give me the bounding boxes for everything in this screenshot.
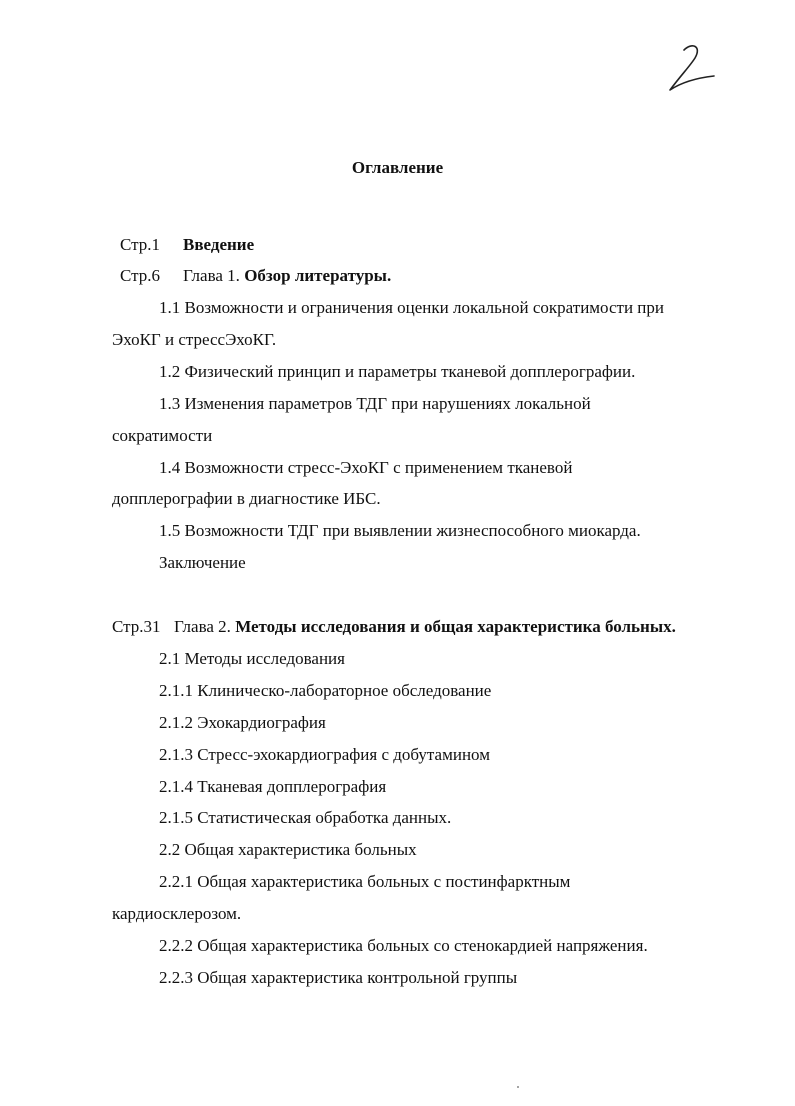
toc-item-2-2-1: 2.2.1 Общая характеристика больных с постинфарктным [159, 872, 571, 891]
toc-item-1-5: 1.5 Возможности ТДГ при выявлении жизнеспособного миокарда. [159, 521, 641, 540]
toc-item-1-2: 1.2 Физический принцип и параметры тканевой допплерографии. [159, 362, 636, 381]
toc-ch2-heading [174, 616, 676, 638]
toc-intro-label: Введение [183, 235, 255, 254]
toc-item-1-3-cont: сократимости [112, 426, 213, 445]
toc-ch1-prefix: Глава 1. [183, 266, 240, 285]
toc-item-2-1-4: 2.1.4 Тканевая допплерография [159, 777, 387, 796]
toc-item-1-1-cont: ЭхоКГ и стрессЭхоКГ. [112, 330, 277, 349]
toc-item-2-1: 2.1 Методы исследования [159, 649, 345, 668]
toc-item-2-2-1-cont: кардиосклерозом. [112, 904, 242, 923]
toc-item-1-3: 1.3 Изменения параметров ТДГ при нарушениях локальной [159, 394, 591, 413]
handwritten-page-number [662, 40, 722, 100]
toc-title: Оглавление [351, 158, 444, 177]
scan-speck [517, 1086, 519, 1088]
toc-ch1-title: Обзор литературы. [244, 266, 392, 285]
toc-ch2-title: Методы исследования и общая характеристика больных. [235, 617, 676, 636]
toc-item-2-1-2: 2.1.2 Эхокардиография [159, 713, 326, 732]
toc-item-1-1: 1.1 Возможности и ограничения оценки локальной сократимости при [159, 298, 665, 317]
toc-item-2-1-3: 2.1.3 Стресс-эхокардиография с добутамином [159, 745, 490, 764]
toc-item-1-4-cont: допплерографии в диагностике ИБС. [112, 489, 381, 508]
toc-item-2-1-5: 2.1.5 Статистическая обработка данных. [159, 808, 452, 827]
toc-item-1-4: 1.4 Возможности стресс-ЭхоКГ с применением тканевой [159, 458, 573, 477]
toc-item-conclusion: Заключение [159, 553, 246, 572]
toc-item-2-2-3: 2.2.3 Общая характеристика контрольной группы [159, 968, 518, 987]
toc-item-2-2-2: 2.2.2 Общая характеристика больных со стенокардией напряжения. [159, 936, 648, 955]
toc-ch1-heading [183, 265, 391, 287]
toc-ch2-page: Стр.31 [112, 617, 161, 636]
toc-item-2-2: 2.2 Общая характеристика больных [159, 840, 417, 859]
toc-ch2-prefix: Глава 2. [174, 617, 231, 636]
toc-item-2-1-1: 2.1.1 Клиническо-лабораторное обследование [159, 681, 492, 700]
toc-intro-page: Стр.1 [120, 235, 161, 254]
toc-ch1-page: Стр.6 [120, 266, 161, 285]
